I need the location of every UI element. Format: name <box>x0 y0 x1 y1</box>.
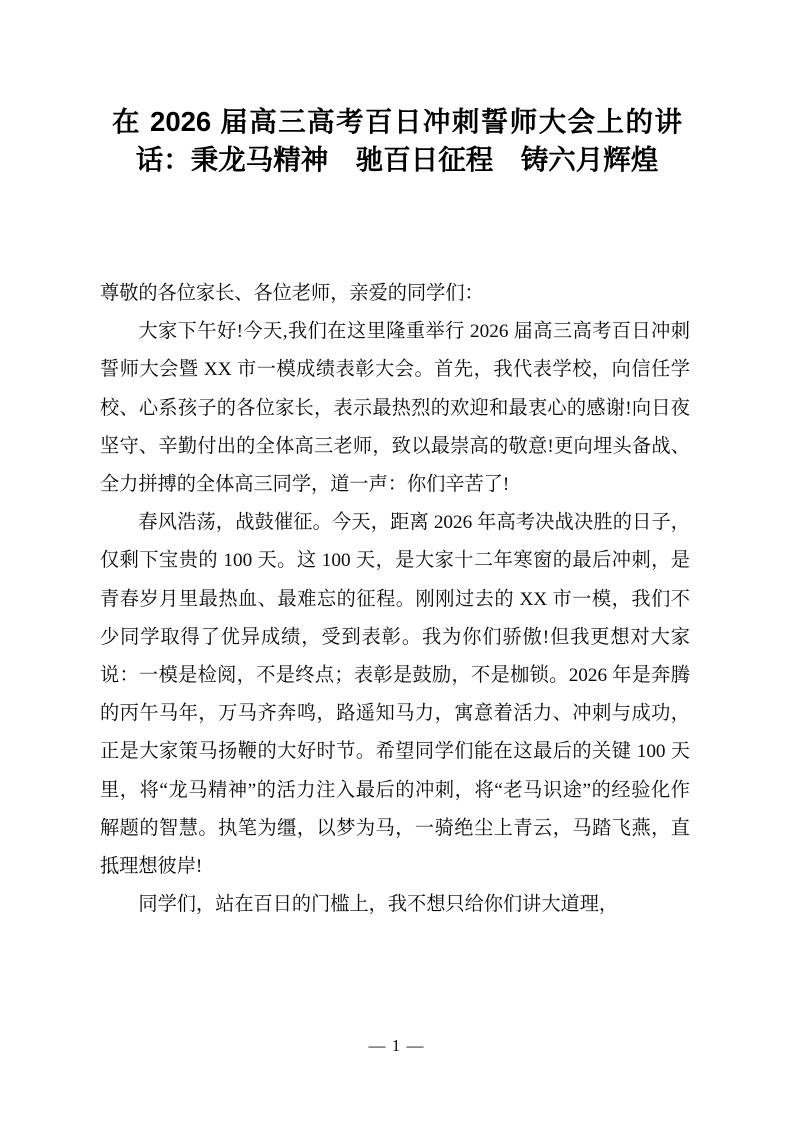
paragraph-salutation: 尊敬的各位家长、各位老师，亲爱的同学们： <box>100 283 484 304</box>
paragraph-hundred-days: 春风浩荡，战鼓催征。今天，距离 2026 年高考决战决胜的日子，仅剩下宝贵的 100 天。这 100 天，是大家十二年寒窗的最后冲刺，是青春岁月里最热血、最难忘的征程。刚刚过去的 XX 市一模，我们不少同学取得了优异成绩，受到表彰。我为你们骄傲!但我更想对大家说：一模是检阅，不是终点；表彰是鼓励，不是枷锁。2026 年是奔腾的丙午马年，万马齐奔鸣，路遥知马力，寓意着活力、冲刺与成功，正是大家策马扬鞭的大好时节。希望同学们能在这最后的关键 100 天里，将“龙马精神”的活力注入最后的冲刺，将“老马识途”的经验化作解题的智慧。执笔为缰，以梦为马，一骑绝尘上青云，马踏飞燕，直抵理想彼岸! <box>100 512 690 878</box>
paragraph-greeting: 大家下午好!今天,我们在这里隆重举行 2026 届高三高考百日冲刺誓师大会暨 XX 市一模成绩表彰大会。首先，我代表学校，向信任学校、心系孩子的各位家长，表示最热烈的欢迎和最衷心的感谢!向日夜坚守、辛勤付出的全体高三老师，致以最崇高的敬意!更向埋头备战、全力拼搏的全体高三同学，道一声：你们辛苦了! <box>100 321 690 496</box>
paragraph-threshold: 同学们，站在百日的门槛上，我不想只给你们讲大道理， <box>138 894 619 916</box>
page-title: 在 2026 届高三高考百日冲刺誓师大会上的讲话：秉龙马精神 驰百日征程 铸六月辉煌 <box>112 106 682 175</box>
document-body <box>100 275 690 924</box>
page-number-footer: — 1 — <box>368 1036 425 1055</box>
